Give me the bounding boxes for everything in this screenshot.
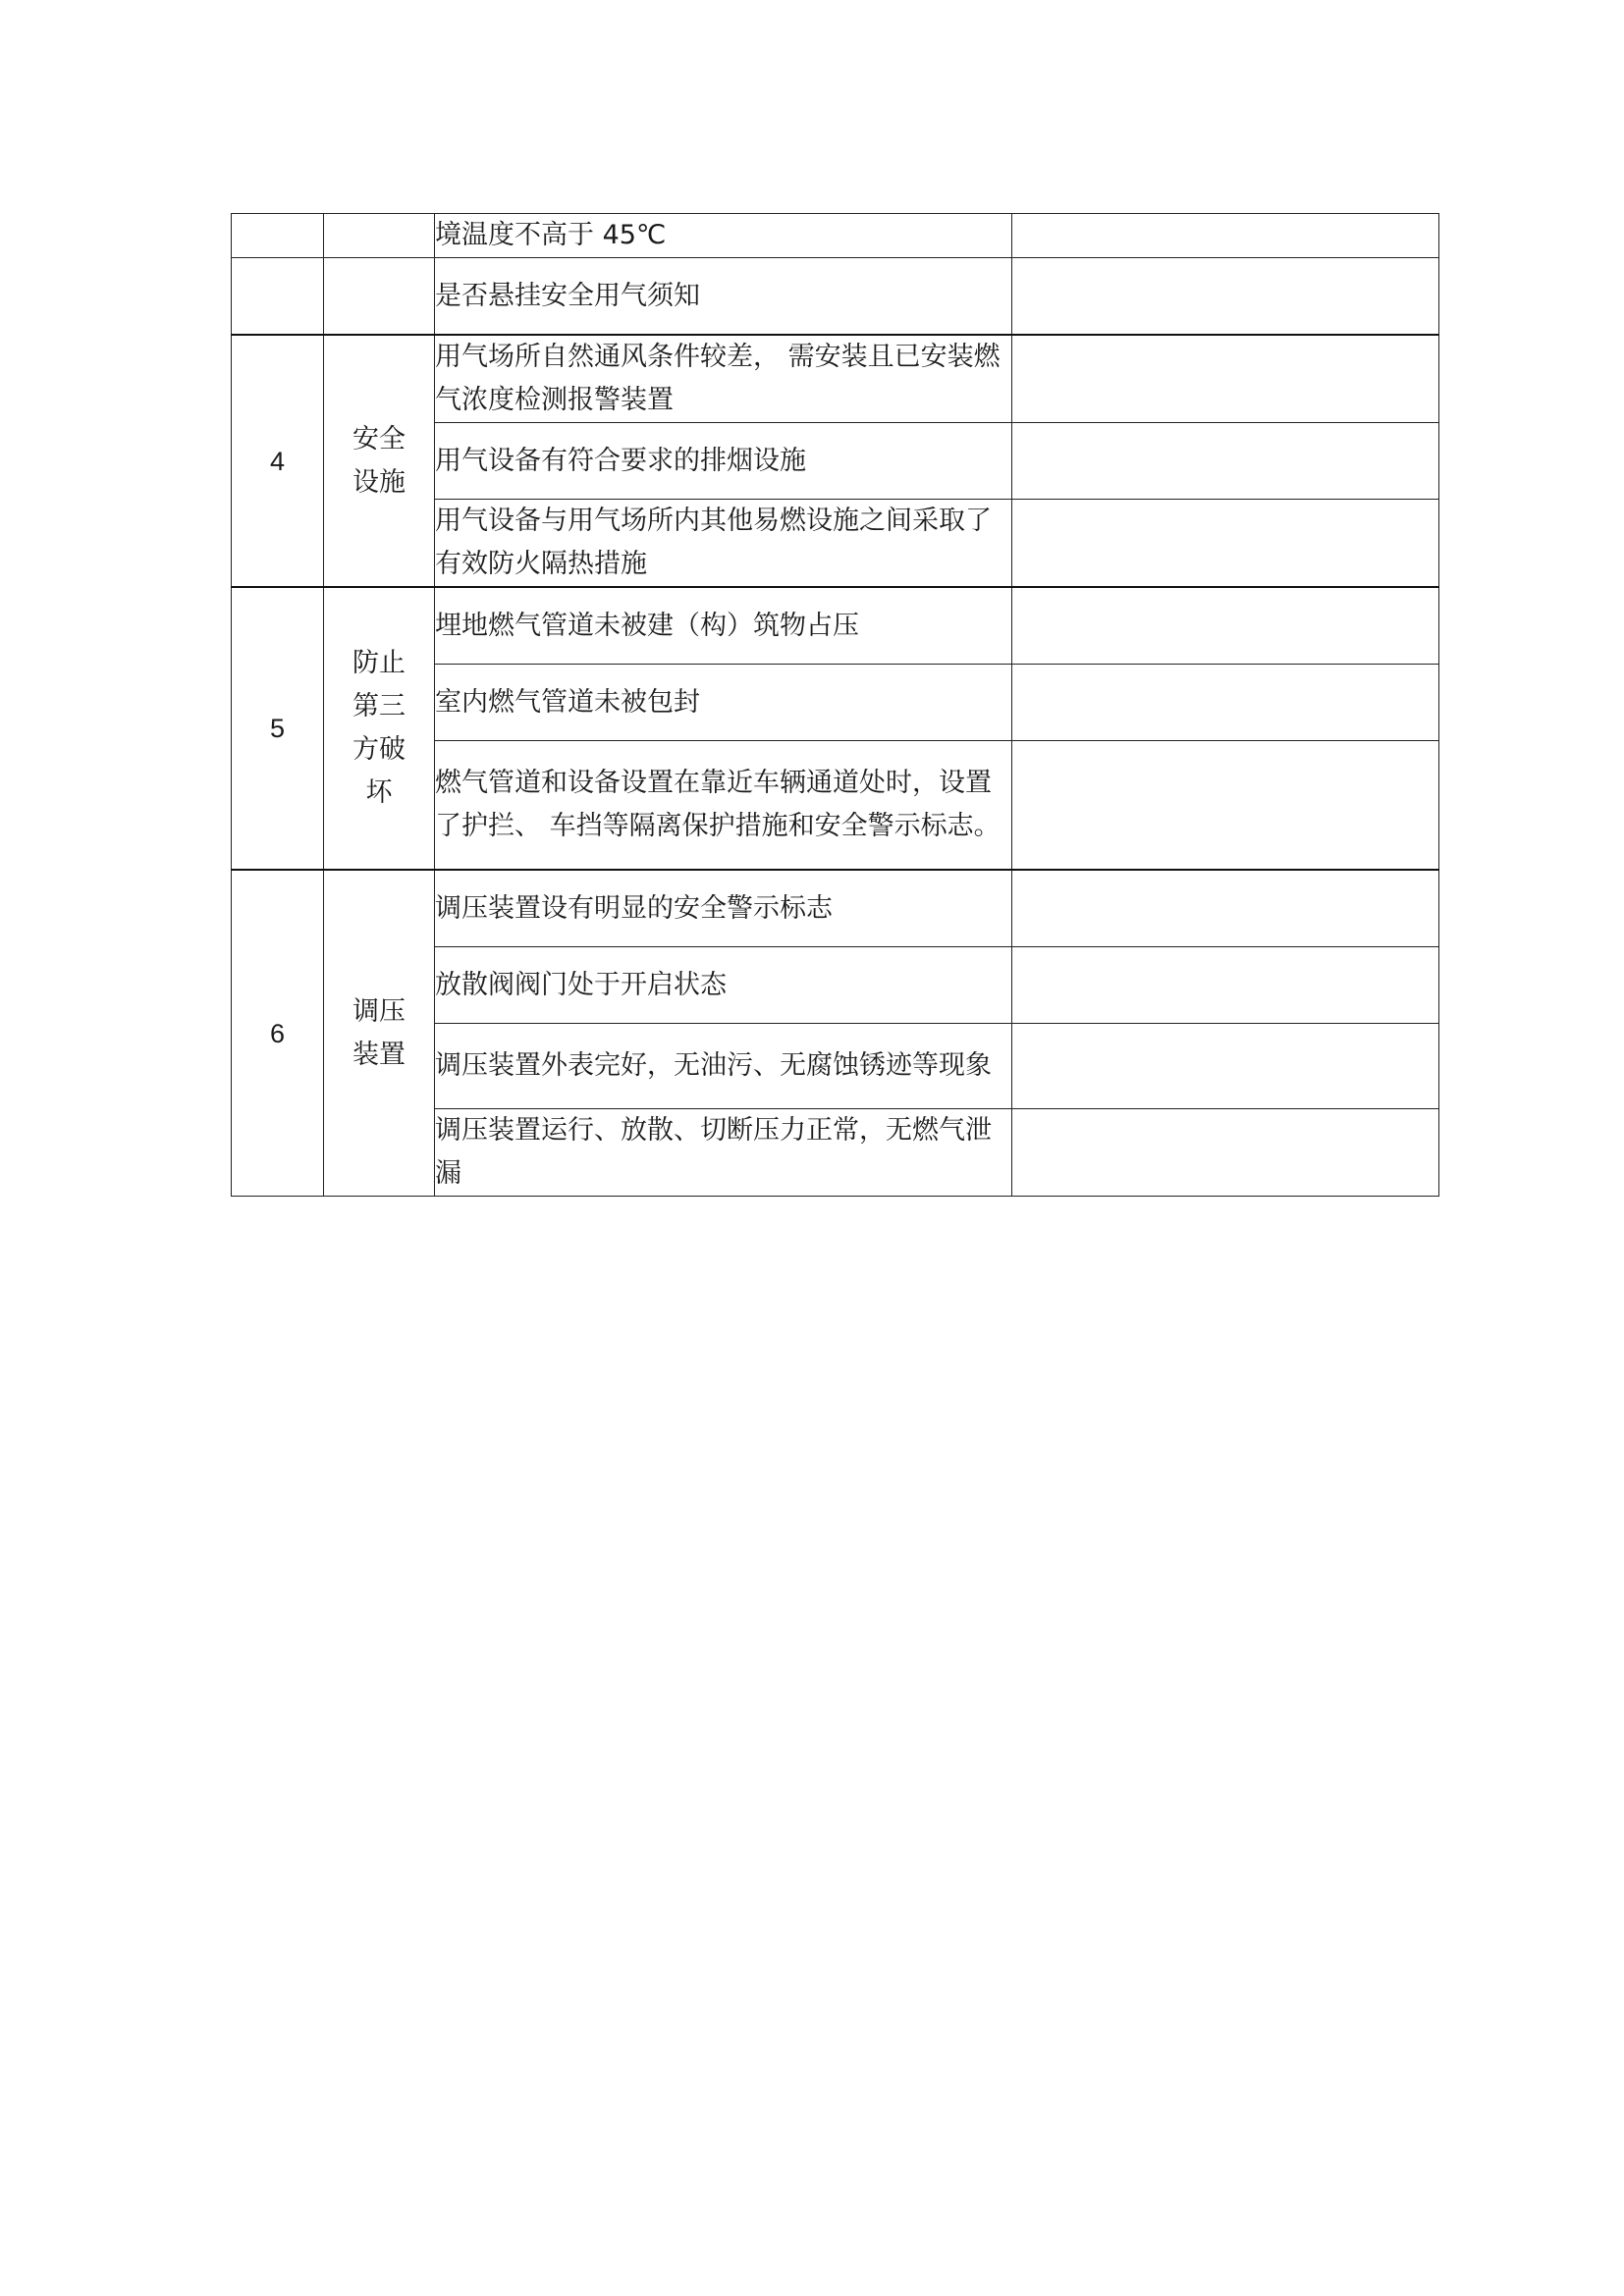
group-category-label: 防止第三方破坏 [352,648,406,808]
group-number-cell: 4 [232,335,324,587]
check-item-text: 燃气管道和设备设置在靠近车辆通道处时，设置了护拦、 车挡等隔离保护措施和安全警示标志。 [435,768,1001,841]
check-item-text: 调压装置设有明显的安全警示标志 [435,892,833,924]
group-category-cell [324,258,435,336]
check-item-cell [435,500,1012,588]
check-item-text: 埋地燃气管道未被建（构）筑物占压 [435,610,859,641]
check-item-cell [435,1109,1012,1197]
check-result-cell[interactable] [1012,870,1439,947]
check-result-cell[interactable] [1012,1024,1439,1109]
check-item-text: 调压装置外表完好，无油污、无腐蚀锈迹等现象 [435,1050,992,1081]
group-category-cell [324,214,435,258]
check-result-cell[interactable] [1012,214,1439,258]
inspection-checklist-table [231,213,1439,1197]
check-item-text: 用气场所自然通风条件较差， 需安装且已安装燃气浓度检测报警装置 [435,342,1001,415]
group-category-cell [324,870,435,1197]
check-result-cell[interactable] [1012,423,1439,500]
check-result-cell[interactable] [1012,258,1439,336]
check-item-text: 境温度不高于 45℃ [435,220,667,250]
check-item-text: 室内燃气管道未被包封 [435,686,700,718]
check-result-cell[interactable] [1012,741,1439,871]
table-row [232,335,1439,423]
check-item-text: 调压装置运行、放散、切断压力正常，无燃气泄漏 [435,1115,992,1189]
table-row [232,587,1439,665]
check-item-cell [435,587,1012,665]
check-item-cell [435,741,1012,871]
group-number-cell [232,214,324,258]
group-category-cell [324,587,435,870]
group-number-cell: 5 [232,587,324,870]
check-item-cell [435,870,1012,947]
check-item-cell [435,1024,1012,1109]
check-result-cell[interactable] [1012,947,1439,1024]
check-result-cell[interactable] [1012,665,1439,741]
group-category-label: 安全设施 [352,423,406,498]
group-category-label: 调压装置 [352,995,406,1070]
group-number-cell: 6 [232,870,324,1197]
group-category-cell [324,335,435,587]
check-result-cell[interactable] [1012,500,1439,588]
check-result-cell[interactable] [1012,335,1439,423]
table-row [232,214,1439,258]
table-row [232,870,1439,947]
check-result-cell[interactable] [1012,1109,1439,1197]
check-item-text: 放散阀阀门处于开启状态 [435,969,727,1000]
check-item-text: 用气设备有符合要求的排烟设施 [435,445,806,476]
check-item-cell [435,214,1012,258]
check-item-text: 是否悬挂安全用气须知 [435,280,700,311]
group-number-cell [232,258,324,336]
check-item-cell [435,335,1012,423]
table-row [232,258,1439,336]
check-item-cell [435,665,1012,741]
check-item-cell [435,423,1012,500]
check-item-cell [435,258,1012,336]
check-item-text: 用气设备与用气场所内其他易燃设施之间采取了有效防火隔热措施 [435,506,992,579]
check-result-cell[interactable] [1012,587,1439,665]
check-item-cell [435,947,1012,1024]
